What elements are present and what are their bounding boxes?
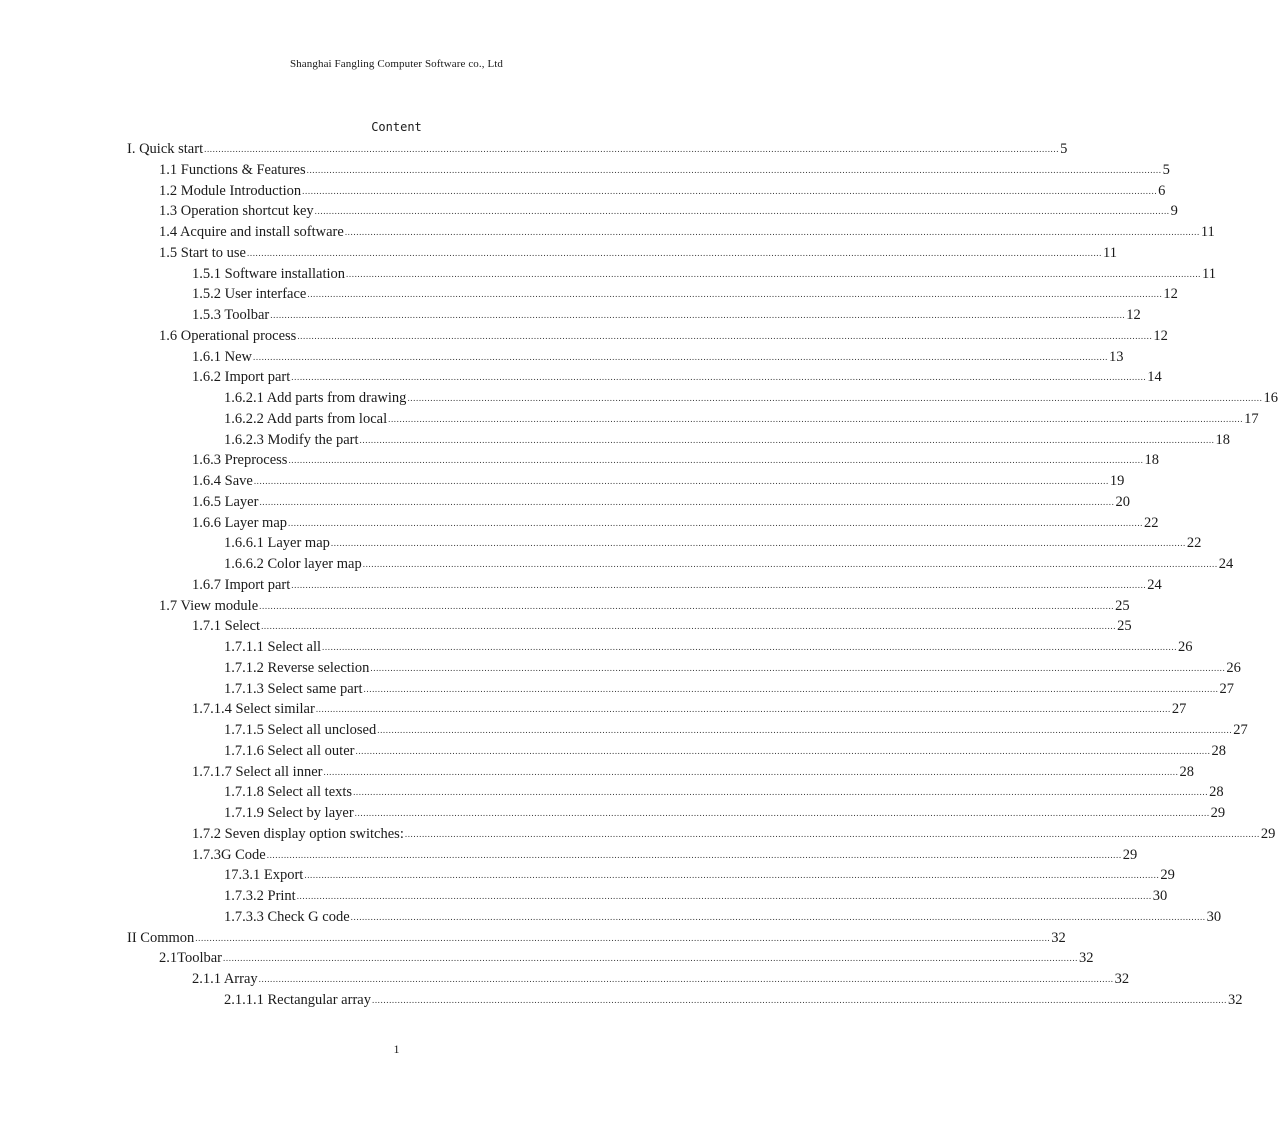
toc-dot-leader: ............................................................................................................................................................................................................................................................................................................ [388, 413, 1244, 424]
toc-dot-leader: ............................................................................................................................................................................................................................................................................................................ [322, 642, 1178, 652]
toc-entry-page: 27 [1233, 722, 1248, 738]
toc-dot-leader: ............................................................................................................................................................................................................................................................................................................ [315, 704, 1171, 715]
toc-entry[interactable] [192, 470, 1125, 490]
toc-entry-page: 22 [1186, 535, 1202, 552]
toc-entry-page: 32 [1051, 929, 1066, 946]
toc-entry-page: 13 [1109, 348, 1124, 365]
toc-entry[interactable] [224, 678, 1235, 698]
toc-entry-label: 1.7.3G Code [192, 846, 266, 863]
toc-entry-label: 1.7.1.5 Select all unclosed [224, 722, 377, 738]
toc-entry[interactable] [192, 698, 1187, 718]
toc-entry[interactable] [224, 429, 1231, 449]
toc-dot-leader: ............................................................................................................................................................................................................................................................................................................ [291, 579, 1147, 590]
toc-entry[interactable] [224, 408, 1259, 428]
toc-entry[interactable] [192, 263, 1216, 283]
toc-entry[interactable] [224, 740, 1226, 760]
toc-entry-label: 1.6.2.3 Modify the part [224, 431, 359, 448]
toc-entry[interactable] [192, 761, 1194, 781]
toc-entry[interactable] [192, 346, 1124, 366]
toc-entry-label: 1.6.2.2 Add parts from local [224, 410, 388, 427]
toc-entry-label: 1.6.2 Import part [192, 369, 291, 386]
toc-dot-leader: ............................................................................................................................................................................................................................................................................................................ [355, 745, 1211, 756]
toc-entry-label: 1.6.3 Preprocess [192, 452, 288, 469]
toc-entry-label: 1.5.3 Toolbar [192, 307, 270, 323]
toc-entry[interactable] [224, 906, 1222, 926]
toc-dot-leader: ............................................................................................................................................................................................................................................................................................................ [204, 144, 1060, 154]
toc-dot-leader: ............................................................................................................................................................................................................................................................................................................ [353, 787, 1209, 798]
toc-entry-page: 16 [1263, 390, 1278, 406]
toc-entry[interactable] [159, 595, 1130, 615]
toc-entry[interactable] [192, 823, 1276, 843]
page-header: Shanghai Fangling Computer Software co., Ltd [289, 58, 504, 70]
toc-dot-leader: ............................................................................................................................................................................................................................................................................................................ [363, 683, 1219, 694]
toc-entry[interactable] [224, 553, 1234, 573]
toc-entry-page: 30 [1206, 908, 1222, 925]
toc-dot-leader: ............................................................................................................................................................................................................................................................................................................ [261, 621, 1117, 632]
toc-entry-label: 1.7.1.2 Reverse selection [224, 659, 370, 676]
toc-entry-page: 24 [1218, 556, 1234, 572]
toc-entry-page: 5 [1060, 141, 1068, 157]
toc-entry-page: 29 [1210, 805, 1226, 821]
toc-dot-leader: ............................................................................................................................................................................................................................................................................................................ [350, 911, 1206, 922]
toc-entry-page: 27 [1171, 701, 1187, 718]
toc-entry[interactable] [224, 636, 1193, 656]
toc-entry-label: 1.6.6.2 Color layer map [224, 556, 362, 572]
toc-entry-label: 2.1Toolbar [159, 950, 223, 967]
toc-entry-page: 18 [1144, 452, 1159, 469]
toc-entry[interactable] [192, 574, 1162, 594]
toc-dot-leader: ............................................................................................................................................................................................................................................................................................................ [266, 849, 1122, 860]
toc-dot-leader: ............................................................................................................................................................................................................................................................................................................ [296, 891, 1152, 901]
toc-entry-page: 22 [1144, 514, 1159, 531]
toc-dot-leader: ............................................................................................................................................................................................................................................................................................................ [407, 393, 1263, 403]
toc-dot-leader: ............................................................................................................................................................................................................................................................................................................ [314, 206, 1170, 217]
toc-entry-page: 26 [1226, 659, 1241, 676]
toc-entry[interactable] [159, 242, 1117, 262]
page-number: 1 [393, 1042, 400, 1056]
toc-dot-leader: ............................................................................................................................................................................................................................................................................................................ [323, 766, 1179, 777]
toc-entry-label: 1.6.7 Import part [192, 576, 291, 593]
toc-dot-leader: ............................................................................................................................................................................................................................................................................................................ [377, 725, 1233, 735]
toc-entry-label: 1.7.1.7 Select all inner [192, 763, 323, 780]
toc-entry-page: 12 [1163, 286, 1178, 303]
toc-entry-label: 1.5.2 User interface [192, 286, 307, 303]
toc-entry[interactable] [159, 180, 1166, 200]
toc-entry-page: 30 [1152, 888, 1168, 904]
toc-dot-leader: ............................................................................................................................................................................................................................................................................................................ [258, 974, 1114, 984]
toc-entry-page: 18 [1215, 431, 1231, 448]
toc-dot-leader: ............................................................................................................................................................................................................................................................................................................ [346, 268, 1202, 279]
toc-entry-label: 1.7.2 Seven display option switches: [192, 825, 404, 842]
toc-dot-leader: ............................................................................................................................................................................................................................................................................................................ [306, 164, 1162, 175]
toc-entry[interactable] [224, 657, 1241, 677]
toc-dot-leader: ............................................................................................................................................................................................................................................................................................................ [259, 600, 1115, 611]
toc-entry[interactable] [159, 325, 1168, 345]
toc-dot-leader: ............................................................................................................................................................................................................................................................................................................ [302, 185, 1158, 196]
toc-entry-page: 28 [1211, 742, 1226, 759]
toc-entry-label: 1.3 Operation shortcut key [159, 203, 314, 220]
toc-entry-page: 28 [1209, 784, 1224, 801]
toc-entry[interactable] [192, 366, 1162, 386]
toc-entry-label: 1.6.6 Layer map [192, 514, 288, 531]
toc-entry-page: 6 [1158, 182, 1166, 199]
toc-dot-leader: ............................................................................................................................................................................................................................................................................................................ [253, 351, 1109, 362]
toc-entry-label: 1.7.1.6 Select all outer [224, 742, 355, 759]
toc-dot-leader: ............................................................................................................................................................................................................................................................................................................ [370, 662, 1226, 673]
toc-entry[interactable] [224, 802, 1226, 822]
toc-entry[interactable] [192, 615, 1132, 635]
toc-entry-page: 20 [1115, 493, 1130, 510]
toc-dot-leader: ............................................................................................................................................................................................................................................................................................................ [354, 808, 1210, 818]
toc-entry-label: 1.7.3.3 Check G code [224, 908, 350, 925]
page-title: Content [371, 120, 422, 134]
toc-entry[interactable] [224, 989, 1243, 1009]
toc-dot-leader: ............................................................................................................................................................................................................................................................................................................ [344, 227, 1200, 237]
toc-dot-leader: ............................................................................................................................................................................................................................................................................................................ [288, 455, 1144, 466]
toc-entry-label: 1.7.1 Select [192, 618, 261, 635]
toc-dot-leader: ............................................................................................................................................................................................................................................................................................................ [404, 828, 1260, 839]
toc-dot-leader: ............................................................................................................................................................................................................................................................................................................ [359, 434, 1215, 445]
toc-entry-page: 25 [1117, 618, 1132, 635]
toc-entry-page: 14 [1147, 369, 1162, 386]
toc-entry-label: 2.1.1.1 Rectangular array [224, 991, 371, 1008]
toc-entry[interactable] [192, 512, 1159, 532]
toc-entry-label: 1.4 Acquire and install software [159, 224, 344, 240]
toc-entry-label: 1.6.5 Layer [192, 493, 259, 510]
toc-entry-label: 1.5 Start to use [159, 244, 246, 261]
toc-entry-label: 1.7.1.8 Select all texts [224, 784, 353, 801]
toc-entry[interactable] [192, 304, 1141, 324]
toc-entry-page: 24 [1147, 576, 1162, 593]
toc-entry-page: 25 [1115, 597, 1130, 614]
toc-entry-page: 12 [1126, 307, 1141, 323]
toc-entry-label: 17.3.1 Export [224, 867, 304, 884]
toc-entry[interactable] [159, 947, 1094, 967]
toc-entry[interactable] [224, 885, 1168, 905]
toc-entry-label: 1.1 Functions & Features [159, 161, 306, 178]
toc-entry[interactable] [192, 449, 1159, 469]
toc-entry[interactable] [192, 491, 1130, 511]
toc-entry[interactable] [224, 864, 1175, 884]
toc-dot-leader: ............................................................................................................................................................................................................................................................................................................ [291, 372, 1147, 383]
toc-entry-page: 32 [1227, 991, 1243, 1008]
toc-entry-label: 1.7.1.3 Select same part [224, 680, 363, 697]
toc-entry[interactable] [159, 200, 1178, 220]
toc-entry-label: 1.2 Module Introduction [159, 182, 302, 199]
toc-entry-page: 27 [1219, 680, 1235, 697]
toc-entry-label: 1.6.4 Save [192, 473, 253, 489]
toc-entry-page: 32 [1114, 971, 1130, 987]
toc-dot-leader: ............................................................................................................................................................................................................................................................................................................ [253, 476, 1109, 486]
toc-entry-label: 1.7.1.4 Select similar [192, 701, 315, 718]
toc-dot-leader: ............................................................................................................................................................................................................................................................................................................ [247, 247, 1102, 258]
toc-entry-page: 17 [1244, 410, 1259, 427]
toc-entry-label: 1.7.1.9 Select by layer [224, 805, 354, 821]
toc-dot-leader: ............................................................................................................................................................................................................................................................................................................ [304, 870, 1160, 881]
toc-dot-leader: ............................................................................................................................................................................................................................................................................................................ [307, 289, 1163, 300]
toc-entry[interactable] [192, 968, 1130, 988]
toc-entry-label: 1.6.1 New [192, 348, 253, 365]
toc-entry-page: 32 [1079, 950, 1094, 967]
toc-entry-page: 19 [1109, 473, 1125, 489]
toc-entry[interactable] [159, 159, 1170, 179]
toc-dot-leader: ............................................................................................................................................................................................................................................................................................................ [259, 496, 1115, 507]
toc-entry-page: 29 [1260, 825, 1276, 842]
toc-dot-leader: ............................................................................................................................................................................................................................................................................................................ [223, 953, 1079, 964]
toc-entry-label: 1.6.2.1 Add parts from drawing [224, 390, 407, 406]
toc-entry[interactable] [224, 532, 1202, 552]
toc-entry-page: 11 [1103, 244, 1117, 261]
toc-entry-label: 1.7 View module [159, 597, 259, 614]
toc-entry-label: 1.5.1 Software installation [192, 265, 346, 282]
toc-dot-leader: ............................................................................................................................................................................................................................................................................................................ [297, 330, 1153, 341]
toc-entry[interactable] [192, 283, 1178, 303]
toc-entry-label: I. Quick start [127, 141, 204, 157]
toc-entry[interactable] [159, 221, 1215, 241]
toc-entry-label: 2.1.1 Array [192, 971, 258, 987]
toc-entry[interactable] [224, 781, 1224, 801]
toc-entry-label: 1.6.6.1 Layer map [224, 535, 330, 552]
toc-dot-leader: ............................................................................................................................................................................................................................................................................................................ [288, 517, 1144, 528]
toc-entry-label: 1.6 Operational process [159, 327, 297, 344]
toc-entry[interactable] [127, 927, 1066, 947]
toc-dot-leader: ............................................................................................................................................................................................................................................................................................................ [330, 538, 1186, 549]
toc-dot-leader: ............................................................................................................................................................................................................................................................................................................ [195, 932, 1051, 943]
toc-entry-label: II Common [127, 929, 195, 946]
toc-dot-leader: ............................................................................................................................................................................................................................................................................................................ [371, 994, 1227, 1005]
toc-entry[interactable] [224, 719, 1248, 739]
toc-entry-page: 5 [1162, 161, 1170, 178]
toc-entry-page: 12 [1153, 327, 1168, 344]
toc-entry[interactable] [224, 387, 1278, 407]
toc-entry-page: 28 [1179, 763, 1194, 780]
toc-entry[interactable] [192, 844, 1138, 864]
toc-entry-page: 26 [1178, 639, 1193, 655]
toc-entry-page: 9 [1170, 203, 1178, 220]
toc-dot-leader: ............................................................................................................................................................................................................................................................................................................ [362, 559, 1218, 569]
toc-entry[interactable] [127, 138, 1068, 158]
toc-entry-page: 29 [1122, 846, 1138, 863]
toc-entry-page: 11 [1200, 224, 1215, 240]
toc-entry-page: 29 [1160, 867, 1175, 884]
toc-dot-leader: ............................................................................................................................................................................................................................................................................................................ [270, 310, 1126, 320]
toc-entry-label: 1.7.1.1 Select all [224, 639, 322, 655]
toc-entry-label: 1.7.3.2 Print [224, 888, 296, 904]
toc-entry-page: 11 [1202, 265, 1216, 282]
